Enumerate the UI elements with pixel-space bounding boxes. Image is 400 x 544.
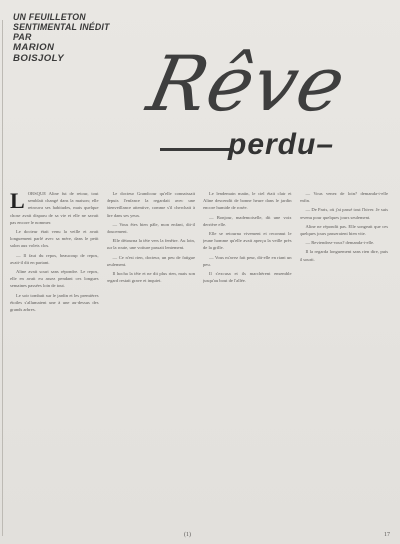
paragraph: — Vous venez de loin? demanda-t-elle enfin. (299, 191, 388, 204)
paragraph: Le docteur Grandcour qu'elle connaissait depuis l'enfance la regardait avec une bienveillance attentive, comme s'il cherchait à lire dans ses yeux. (106, 191, 195, 218)
paragraph: ORSQUE Aline fut de retour, tout semblait changé dans la maison; elle retrouva ses habitudes, mais quelque chose avait disparu de sa vie et elle ne savait pas encore le nommer. (10, 191, 99, 225)
column-3 (203, 190, 292, 524)
paragraph: — De Paris, où j'ai passé tout l'hiver. Je suis revenu pour quelques jours seulement. (299, 207, 388, 220)
paragraph: Le docteur était venu la veille et avait longuement parlé avec sa mère, dans le petit salon aux volets clos. (10, 229, 99, 249)
page-footer (0, 528, 400, 538)
title-main: Rêve (140, 39, 354, 128)
paragraph: Il hocha la tête et ne dit plus rien, mais son regard restait grave et inquiet. (106, 271, 195, 284)
paragraph: Le lendemain matin, le ciel était clair et Aline descendit de bonne heure dans le jardin encore humide de rosée. (203, 191, 292, 211)
column-4 (300, 190, 389, 524)
paragraph: Il s'excusa et ils marchèrent ensemble jusqu'au bout de l'allée. (203, 271, 292, 284)
author-line-2: BOISJOLY (13, 53, 64, 64)
kicker-line-1: UN FEUILLETON (13, 12, 86, 22)
folio-marker: (1) (184, 532, 191, 538)
paragraph: Aline avait souri sans répondre. Le repos, elle en avait eu assez pendant ces longues semaines passées loin de tout. (10, 269, 99, 289)
kicker-line-2: SENTIMENTAL INÉDIT (13, 22, 110, 32)
page-edge-line (2, 20, 3, 536)
paragraph: — Vous êtes bien pâle, mon enfant, dit-il doucement. (106, 221, 195, 235)
paragraph: — Il faut du repos, beaucoup de repos, avait-il dit en partant. (10, 252, 99, 265)
kicker-line-3: PAR (13, 32, 32, 42)
title-sub: perdu– (228, 128, 335, 161)
paragraph: — Ce n'est rien, docteur, un peu de fatigue seulement. (106, 254, 195, 267)
paragraph: Elle détourna la tête vers la fenêtre. Au loin, sur la route, une voiture passait lentement. (106, 238, 195, 251)
paragraph: — Bonjour, mademoiselle, dit une voix derrière elle. (203, 214, 292, 227)
text-columns (10, 190, 388, 524)
drop-cap: L (10, 190, 25, 213)
paragraph: Aline ne répondit pas. Elle songeait que ces quelques jours passeraient bien vite. (299, 223, 388, 237)
story-header (13, 12, 133, 64)
column-2 (107, 190, 196, 524)
column-1 (10, 190, 99, 524)
paragraph: Elle se retourna vivement et reconnut le jeune homme qu'elle avait aperçu la veille près de la grille. (203, 231, 292, 251)
story-title (140, 39, 390, 174)
paragraph: — Vous m'avez fait peur, dit-elle en riant un peu. (203, 254, 292, 267)
paragraph: — Reviendrez-vous? demanda-t-elle. (305, 240, 375, 246)
author-line-1: MARION (13, 42, 55, 53)
paragraph: Le soir tombait sur le jardin et les premières étoiles s'allumaient une à une au-dessus des grands arbres. (10, 292, 99, 313)
title-rule (160, 148, 230, 151)
paragraph: Il la regarda longuement sans rien dire, puis il sourit. (299, 249, 388, 262)
page-number: 17 (384, 532, 390, 538)
